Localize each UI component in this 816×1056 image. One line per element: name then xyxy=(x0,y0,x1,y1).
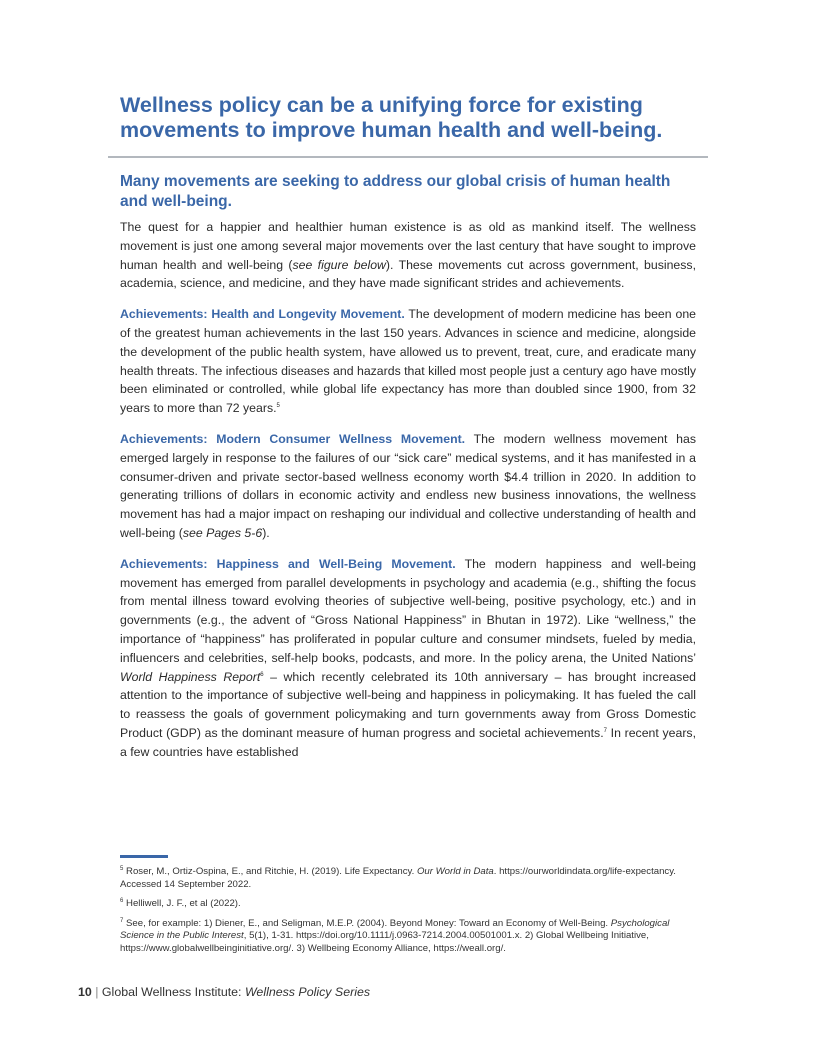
happiness-text-middle: – which recently celebrated its 10th anniversary – has brought increased attention to the importance of subjective well-being and happiness in policymaking. It has fueled the call to reassess the goals of government policymaking and turn governments away from Gross Domestic Product (GDP) as the dominant measure of human progress and societal achievements. xyxy=(120,669,696,740)
consumer-wellness-text: The modern wellness movement has emerged largely in response to the failures of our “sick care” medical systems, and it has manifested in a consumer-driven and private sector-based wellness economy worth $4.4 trillion in 2020. In addition to generating trillions of dollars in economic activity and endless new business innovations, the wellness movement has had a major impact on reshaping our individual and collective understanding of health and well-being ( xyxy=(120,431,697,540)
section-heading: Many movements are seeking to address our global crisis of human health and well-being. xyxy=(120,173,671,210)
consumer-wellness-heading: Achievements: Modern Consumer Wellness Movement. xyxy=(120,431,466,446)
footnote-5 xyxy=(120,866,696,891)
footnote-divider xyxy=(120,855,168,858)
consumer-wellness-paragraph xyxy=(120,430,696,543)
footnote-text-end: . https://ourworldindata.org/life-expectancy. Accessed 14 September 2022. xyxy=(120,866,676,890)
footnotes xyxy=(120,866,696,962)
footnote-ref-5[interactable]: 5 xyxy=(276,403,280,410)
footnote-source-title: Our World in Data xyxy=(416,866,494,877)
happiness-text: The modern happiness and well-being movement has emerged from parallel developments in psychology and academia (e.g., shifting the focus from mental illness toward evolving theories of subjective well-being, positive psychology, etc.) and in governments (e.g., the advent of “Gross National Happiness” in Bhutan in 1972). Like “wellness,” the importance of “happiness” has proliferated in popular culture and consumer mindsets, fueled by media, influencers and celebrities, self-help books, podcasts, and more. In the policy arena, the United Nations’ xyxy=(120,556,696,665)
footer-publisher: Global Wellness Institute: xyxy=(101,985,245,999)
page-title: Wellness policy can be a unifying force for existing movements to improve human health and well-being. xyxy=(120,93,663,142)
pages-reference: see Pages 5-6 xyxy=(182,525,263,540)
footnote-number: 7 xyxy=(120,917,124,924)
intro-text-end: ). These movements cut across government, business, academia, science, and medicine, and they have made significant strides and achievements. xyxy=(120,257,696,291)
footnote-6 xyxy=(120,898,696,911)
footer-series: Wellness Policy Series xyxy=(244,985,371,999)
footnote-ref-7[interactable]: 7 xyxy=(603,727,607,734)
main-content xyxy=(120,172,696,774)
footnote-7 xyxy=(120,918,696,956)
health-longevity-paragraph xyxy=(120,305,696,418)
footnote-number: 6 xyxy=(120,897,124,904)
footnote-text: Roser, M., Ortiz-Ospina, E., and Ritchie, H. (2019). Life Expectancy. xyxy=(123,866,417,877)
footnote-number: 5 xyxy=(120,865,124,872)
report-title: World Happiness Report xyxy=(120,669,261,684)
footnote-journal-title: Psychological Science in the Public Interest xyxy=(120,917,670,941)
consumer-wellness-text-end: ). xyxy=(262,525,270,540)
happiness-paragraph xyxy=(120,555,696,762)
page-number: 10 xyxy=(78,985,92,999)
happiness-text-end: In recent years, a few countries have established xyxy=(120,725,696,759)
happiness-heading: Achievements: Happiness and Well-Being Movement. xyxy=(120,556,456,571)
footnote-text: See, for example: 1) Diener, E., and Seligman, M.E.P. (2004). Beyond Money: Toward an Economy of Well-Being. xyxy=(123,917,611,929)
intro-paragraph xyxy=(120,218,696,293)
health-longevity-heading: Achievements: Health and Longevity Movement. xyxy=(120,307,405,322)
page-footer xyxy=(78,985,370,999)
footer-separator: | xyxy=(95,985,99,999)
figure-reference: see figure below xyxy=(292,257,386,272)
health-longevity-text: The development of modern medicine has been one of the greatest human achievements in the last 150 years. Advances in science and medicine, alongside the development of the public health system, have allowed us to prevent, treat, cure, and eradicate many health threats. The infectious diseases and hazards that killed most people just a century ago have mostly been eliminated or controlled, while global life expectancy has more than doubled since 1900, from 32 years to more than 72 years. xyxy=(120,307,697,416)
footnote-text-end: , 5(1), 1-31. https://doi.org/10.1111/j.0963-7214.2004.00501001.x. 2) Global Wellbeing Initiative, https://www.globalwellbeinginitiative.org/. 3) Wellbeing Economy Alliance, https://weall.org/. xyxy=(120,930,649,954)
footnote-ref-6[interactable]: 6 xyxy=(260,671,264,678)
intro-text: The quest for a happier and healthier human existence is as old as mankind itself. The wellness movement is just one among several major movements over the last century that have sought to improve human health and well-being ( xyxy=(120,220,696,272)
title-divider xyxy=(108,156,708,158)
footnote-text: Helliwell, J. F., et al (2022). xyxy=(123,898,241,909)
